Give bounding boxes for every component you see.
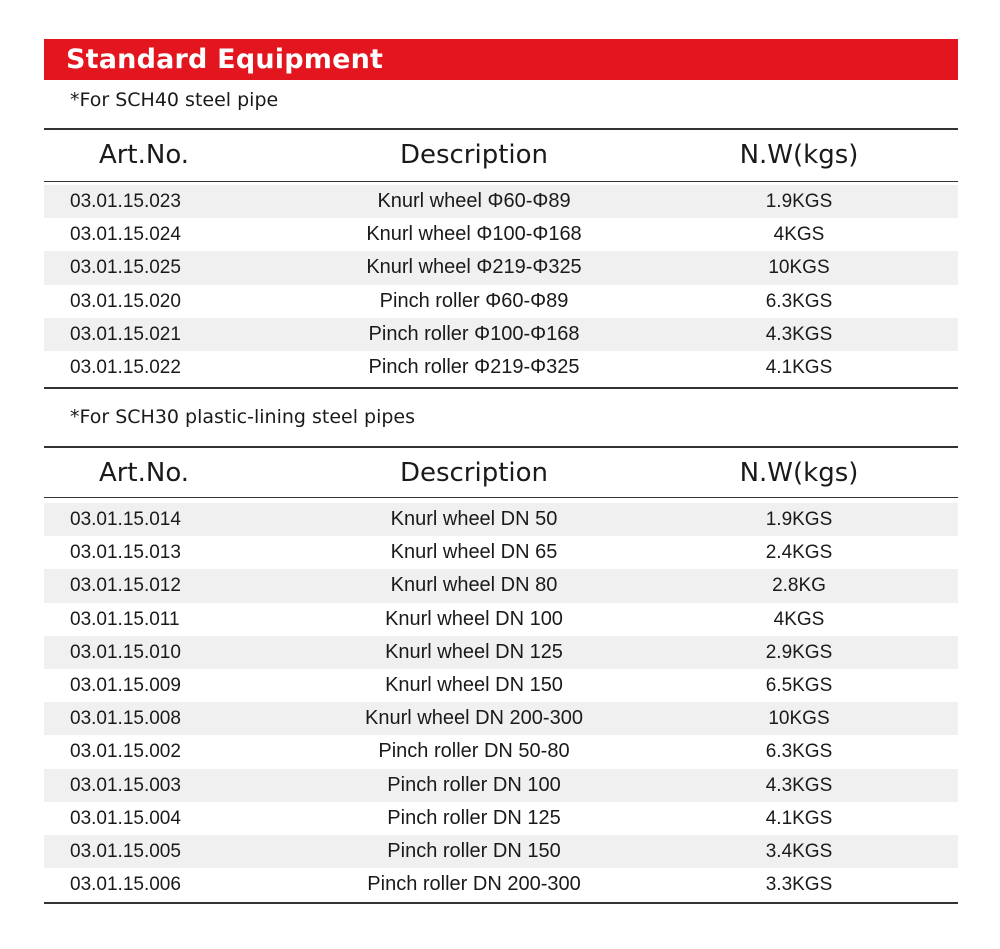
table-row <box>44 769 958 802</box>
header-net-weight: N.W(kgs) <box>739 140 859 170</box>
table-body <box>44 185 958 384</box>
header-art-no: Art.No. <box>98 458 190 488</box>
table-row <box>44 636 958 669</box>
cell-net-weight: 4.3KGS <box>765 774 833 796</box>
cell-net-weight: 1.9KGS <box>765 191 833 212</box>
cell-description: Knurl wheel DN 50 <box>390 508 558 530</box>
cell-description: Pinch roller DN 50-80 <box>378 740 570 763</box>
cell-art-no: 03.01.15.008 <box>70 708 181 730</box>
cell-art-no: 03.01.15.024 <box>70 224 181 246</box>
cell-art-no: 03.01.15.020 <box>70 290 181 312</box>
cell-description: Pinch roller Φ219-Φ325 <box>368 355 580 378</box>
table-row <box>44 835 958 868</box>
cell-description: Pinch roller Φ60-Φ89 <box>379 289 569 312</box>
cell-net-weight: 6.5KGS <box>765 674 833 696</box>
table-row <box>44 735 958 768</box>
cell-art-no: 03.01.15.012 <box>70 575 181 597</box>
section-note: *For SCH30 plastic-lining steel pipes <box>70 406 416 428</box>
table-row <box>44 868 958 901</box>
cell-art-no: 03.01.15.014 <box>70 509 181 530</box>
cell-net-weight: 3.4KGS <box>765 840 833 862</box>
cell-art-no: 03.01.15.021 <box>70 323 181 345</box>
header-bottom-rule <box>44 181 958 182</box>
table-row <box>44 318 958 351</box>
cell-description: Knurl wheel DN 65 <box>390 541 558 564</box>
cell-net-weight: 2.9KGS <box>765 641 833 663</box>
cell-art-no: 03.01.15.010 <box>70 641 181 663</box>
cell-net-weight: 2.4KGS <box>765 542 833 564</box>
header-description: Description <box>399 458 549 488</box>
banner-title: Standard Equipment <box>66 44 384 75</box>
header-description: Description <box>399 140 549 170</box>
cell-net-weight: 4KGS <box>773 608 825 630</box>
cell-description: Knurl wheel DN 100 <box>385 607 563 630</box>
cell-art-no: 03.01.15.011 <box>70 608 180 630</box>
section-note: *For SCH40 steel pipe <box>70 89 279 111</box>
table-row <box>44 251 958 284</box>
table-header <box>44 447 958 499</box>
cell-description: Knurl wheel DN 125 <box>385 640 563 663</box>
table-header <box>44 129 958 181</box>
cell-description: Pinch roller DN 200-300 <box>367 873 581 896</box>
cell-art-no: 03.01.15.022 <box>70 356 181 378</box>
cell-net-weight: 4.1KGS <box>765 356 833 378</box>
cell-description: Knurl wheel DN 80 <box>390 574 558 597</box>
cell-art-no: 03.01.15.006 <box>70 874 181 896</box>
cell-description: Pinch roller DN 100 <box>387 773 561 796</box>
cell-net-weight: 3.3KGS <box>765 874 833 896</box>
cell-net-weight: 10KGS <box>768 257 830 279</box>
table-row <box>44 702 958 735</box>
table-bottom-rule <box>44 902 958 904</box>
cell-net-weight: 1.9KGS <box>765 509 833 530</box>
cell-art-no: 03.01.15.005 <box>70 840 181 862</box>
cell-art-no: 03.01.15.004 <box>70 807 181 829</box>
table-row <box>44 351 958 384</box>
cell-description: Knurl wheel DN 150 <box>385 673 563 696</box>
cell-art-no: 03.01.15.013 <box>70 542 181 564</box>
table-row <box>44 185 958 218</box>
table-row <box>44 218 958 251</box>
cell-description: Pinch roller Φ100-Φ168 <box>368 322 580 345</box>
table-row <box>44 503 958 536</box>
cell-net-weight: 4.1KGS <box>765 807 833 829</box>
cell-art-no: 03.01.15.003 <box>70 774 181 796</box>
table-body <box>44 503 958 901</box>
header-art-no: Art.No. <box>98 140 190 170</box>
cell-net-weight: 10KGS <box>768 708 830 730</box>
cell-art-no: 03.01.15.023 <box>70 191 181 212</box>
cell-net-weight: 4KGS <box>773 224 825 246</box>
cell-description: Pinch roller DN 125 <box>387 806 561 829</box>
table-row <box>44 285 958 318</box>
table-row <box>44 569 958 602</box>
table-bottom-rule <box>44 387 958 389</box>
cell-net-weight: 2.8KG <box>772 575 826 597</box>
cell-art-no: 03.01.15.025 <box>70 257 181 279</box>
cell-description: Pinch roller DN 150 <box>387 839 561 862</box>
table-row <box>44 669 958 702</box>
cell-art-no: 03.01.15.009 <box>70 674 181 696</box>
table-row <box>44 802 958 835</box>
section-banner <box>44 39 958 80</box>
header-bottom-rule <box>44 497 958 498</box>
cell-description: Knurl wheel DN 200-300 <box>365 707 583 730</box>
header-net-weight: N.W(kgs) <box>739 458 859 488</box>
cell-net-weight: 6.3KGS <box>765 290 833 312</box>
cell-description: Knurl wheel Φ100-Φ168 <box>366 223 582 246</box>
cell-art-no: 03.01.15.002 <box>70 741 181 763</box>
cell-description: Knurl wheel Φ219-Φ325 <box>366 256 582 279</box>
cell-net-weight: 4.3KGS <box>765 323 833 345</box>
table-row <box>44 536 958 569</box>
cell-description: Knurl wheel Φ60-Φ89 <box>377 190 571 212</box>
cell-net-weight: 6.3KGS <box>765 741 833 763</box>
table-row <box>44 603 958 636</box>
